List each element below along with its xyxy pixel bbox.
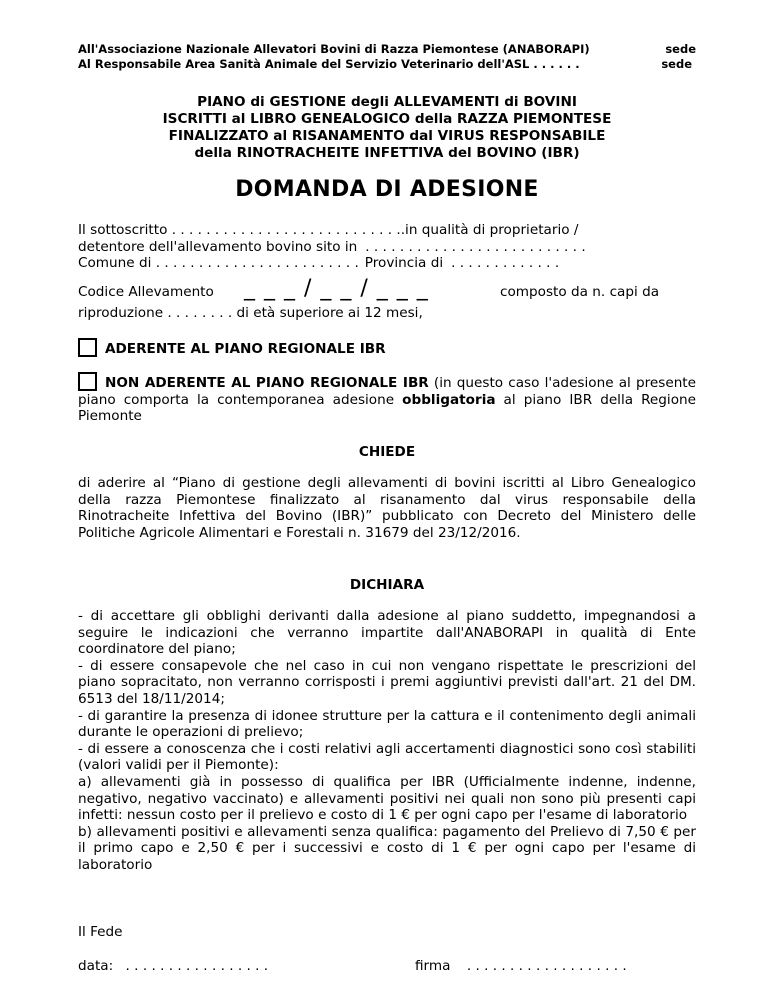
farm-code-row xyxy=(78,276,696,304)
dichiara-heading: DICHIARA xyxy=(349,577,425,593)
owner-role-text: .in qualità di proprietario / xyxy=(400,222,579,238)
signature-field[interactable]: . . . . . . . . . . . . . . . . . . . xyxy=(466,958,627,974)
plan-title-line: ISCRITTI al LIBRO GENEALOGICO della RAZZA PIEMONTESE xyxy=(162,111,612,127)
date-field[interactable]: . . . . . . . . . . . . . . . . . xyxy=(125,958,269,974)
chiede-heading: CHIEDE xyxy=(358,444,416,460)
non-aderente-note-end: al piano IBR della Regione Piemonte xyxy=(78,391,696,425)
option-non-aderente xyxy=(78,372,696,425)
plan-title-line: della RINOTRACHEITE INFETTIVA del BOVINO (IBR) xyxy=(194,145,580,161)
dichiara-item: - di accettare gli obblighi derivanti dalla adesione al piano suddetto, impegnandosi a seguire le indicazioni che verranno impartite dall'ANABORAPI in qualità di Ente coordinatore del piano; xyxy=(78,608,696,658)
farm-location-field[interactable]: . . . . . . . . . . . . . . . . . . . . . . . . . . xyxy=(365,238,586,255)
non-aderente-label: NON ADERENTE AL PIANO REGIONALE IBR xyxy=(105,375,429,391)
province-field[interactable]: . . . . . . . . . . . . . xyxy=(451,255,560,272)
herd-size-label: composto da n. capi da xyxy=(500,284,660,300)
address-recipient-1: All'Associazione Nazionale Allevatori Bovini di Razza Piemontese (ANABORAPI) xyxy=(78,42,590,56)
dichiara-item: b) allevamenti positivi e allevamenti senza qualifica: pagamento del Prelievo di 7,50 € per il primo capo e 2,50 € per i successivi e costo di 1 € per ogni capo per l'esame di laboratorio xyxy=(78,823,696,873)
non-aderente-note: (in questo caso l'adesione al presente piano comporta la contemporanea adesione xyxy=(78,375,697,408)
aderente-checkbox[interactable] xyxy=(78,338,97,357)
plan-title-line: PIANO di GESTIONE degli ALLEVAMENTI di BOVINI xyxy=(197,94,577,110)
farm-location-label: detentore dell'allevamento bovino sito in xyxy=(78,238,358,255)
owner-name-field[interactable]: Il sottoscritto . . . . . . . . . . . . . . . . . . . . . . . . . . . xyxy=(78,222,401,238)
signature-row xyxy=(415,958,627,974)
dichiara-item: - di garantire la presenza di idonee strutture per la cattura e il contenimento degli animali durante le operazioni di prelievo; xyxy=(78,707,696,741)
plan-title xyxy=(78,94,696,162)
applicant-fields xyxy=(78,222,696,272)
signature-label: firma xyxy=(415,958,451,974)
farm-location-line xyxy=(78,239,696,256)
owner-line xyxy=(78,222,696,239)
document-heading: DOMANDA DI ADESIONE xyxy=(235,177,539,202)
fede-label: Il Fede xyxy=(78,924,123,940)
breeding-line xyxy=(78,305,696,322)
municipality-field[interactable]: Comune di . . . . . . . . . . . . . . . . . . . . . . . . xyxy=(78,255,359,272)
option-aderente xyxy=(78,338,696,358)
aderente-label: ADERENTE AL PIANO REGIONALE IBR xyxy=(105,341,386,357)
farm-code-label: Codice Allevamento xyxy=(78,284,214,300)
plan-title-line: FINALIZZATO al RISANAMENTO dal VIRUS RESPONSABILE xyxy=(168,128,606,144)
date-row xyxy=(78,958,268,974)
province-label: Provincia di xyxy=(364,255,444,272)
obbligatoria-emphasis: obbligatoria xyxy=(402,391,496,408)
municipality-line xyxy=(78,255,696,272)
address-line-1 xyxy=(78,42,696,57)
dichiara-item: - di essere a conoscenza che i costi relativi agli accertamenti diagnostici sono così stabiliti (valori validi per il Piemonte): xyxy=(78,740,696,774)
chiede-paragraph: di aderire al “Piano di gestione degli allevamenti di bovini iscritti al Libro Genealogico della razza Piemontese finalizzato al risanamento dal virus responsabile della Rinotracheite Infettiva del Bovino (IBR)” pubblicato con Decreto del Ministero delle Politiche Agricole Alimentari e Forestali n. 31679 del 23/12/2016. xyxy=(78,475,696,541)
farm-code-field[interactable]: _ _ _ / _ _ / _ _ _ xyxy=(244,276,429,301)
address-recipient-2: Al Responsabile Area Sanità Animale del Servizio Veterinario dell'ASL . . . . . . xyxy=(78,57,580,71)
dichiara-list xyxy=(78,608,696,874)
breeding-head-count-field[interactable]: riproduzione . . . . . . . . di età superiore ai 12 mesi, xyxy=(78,305,423,321)
non-aderente-checkbox[interactable] xyxy=(78,372,97,391)
address-block xyxy=(78,42,696,72)
address-line-2 xyxy=(78,57,696,72)
date-label: data: xyxy=(78,958,114,974)
address-sede-2: sede xyxy=(661,57,692,71)
address-sede-1: sede xyxy=(665,42,696,56)
dichiara-item: - di essere consapevole che nel caso in cui non vengano rispettate le prescrizioni del piano sopracitato, non verranno corrisposti i premi aggiuntivi previsti dall'art. 21 del DM. 6513 del 18/11/2014; xyxy=(78,657,696,707)
dichiara-item: a) allevamenti già in possesso di qualifica per IBR (Ufficialmente indenne, indenne, negativo, negativo vaccinato) e allevamenti positivi nei quali non sono più presenti capi infetti: nessun costo per il prelievo e costo di 1 € per ogni capo per l'esame di laboratorio xyxy=(78,773,696,824)
chiede-text xyxy=(78,475,696,541)
